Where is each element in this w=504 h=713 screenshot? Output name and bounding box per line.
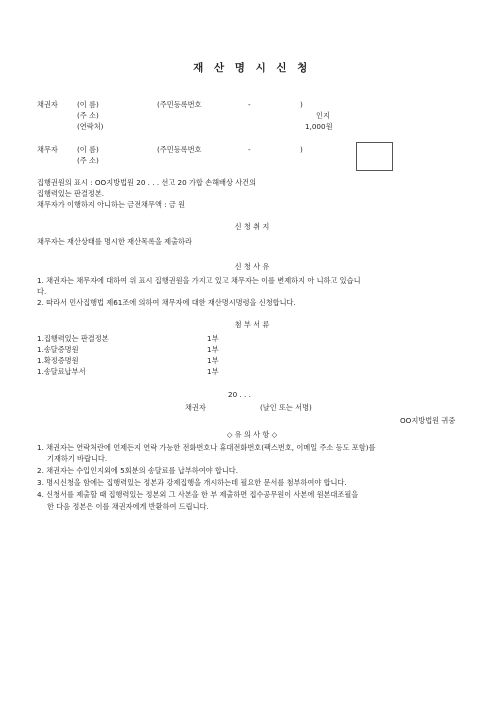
reason-heading: 신 청 사 유 — [234, 262, 270, 271]
debtor-label: 채무자 — [37, 145, 58, 154]
attachment-count: 1부 — [207, 345, 219, 354]
enforcement-line2: 집행력있는 판결정본. — [37, 189, 105, 198]
attachment-name: 1.집행력있는 판결정본 — [37, 334, 109, 343]
creditor-contact-label: (연락처) — [77, 122, 104, 131]
enforcement-line3: 채무자가 이행하지 아니하는 금전채무액 : 금 원 — [37, 200, 186, 209]
debtor-rrn-label: (주민등록번호 — [157, 145, 202, 154]
purpose-heading: 신 청 취 지 — [234, 222, 270, 231]
sign-seal-label: (날인 또는 서명) — [260, 403, 312, 412]
debtor-rrn-close: ) — [300, 145, 303, 154]
reason-line1: 1. 채권자는 채무자에 대하여 위 표시 집행권원을 가지고 있고 채무자는 이를 변제하지 아 니하고 있습니 — [37, 276, 361, 285]
debtor-rrn-dash: - — [248, 145, 251, 154]
attachments-heading: 첨 부 서 류 — [234, 320, 270, 329]
creditor-rrn-close: ) — [300, 100, 303, 109]
attachment-name: 1.송달증명원 — [37, 345, 79, 354]
debtor-name-label: (이 름) — [77, 145, 99, 154]
note-3: 3. 명시신청을 함에는 집행력있는 정본과 강제집행을 개시하는데 필요한 문서를 첨부하여야 합니다. — [37, 478, 347, 487]
document-title: 재 산 명 시 신 청 — [193, 62, 311, 74]
sign-creditor-label: 채권자 — [185, 403, 206, 412]
court-addressee: OO지방법원 귀중 — [400, 416, 456, 425]
stamp-label: 인지 — [316, 111, 330, 120]
creditor-rrn-dash: - — [248, 100, 251, 109]
purpose-text: 채무자는 재산상태를 명시한 재산목록을 제출하라 — [37, 237, 192, 246]
attachment-name: 1.확정증명원 — [37, 356, 79, 365]
attachment-count: 1부 — [207, 367, 219, 376]
attachment-count: 1부 — [207, 334, 219, 343]
creditor-label: 채권자 — [37, 100, 58, 109]
reason-line2: 2. 따라서 민사집행법 제61조에 의하여 채무자에 대한 재산명시명령을 신청합니다. — [37, 298, 296, 307]
note-4-cont: 한 다음 정본은 이를 채권자에게 반환하여 드립니다. — [47, 502, 209, 511]
creditor-rrn-label: (주민등록번호 — [157, 100, 202, 109]
note-2: 2. 채권자는 수입인지외에 5회분의 송달료를 납부하여야 합니다. — [37, 466, 239, 475]
enforcement-line1: 집행권원의 표시 : OO지방법원 20 . . . 선고 20 가합 손해배상 사건의 — [37, 178, 257, 187]
reason-line1-cont: 다. — [37, 287, 47, 296]
notes-heading: ◇ 유 의 사 항 ◇ — [226, 430, 278, 439]
sign-date: 20 . . . — [228, 390, 251, 399]
note-4: 4. 신청서를 제출할 때 집행력있는 정본외 그 사본을 한 부 제출하면 접수공무원이 사본에 원본대조필을 — [37, 490, 359, 499]
revenue-stamp-box — [356, 142, 393, 171]
attachment-count: 1부 — [207, 356, 219, 365]
attachment-name: 1.송달료납부서 — [37, 367, 86, 376]
creditor-name-label: (이 름) — [77, 100, 99, 109]
note-1-cont: 기재하기 바랍니다. — [47, 454, 108, 463]
stamp-fee: 1,000원 — [305, 122, 333, 131]
note-1: 1. 채권자는 연락처란에 언제든지 연락 가능한 전화번호나 휴대전화번호(팩스번호, 이메일 주소 등도 포함)를 — [37, 443, 376, 452]
debtor-address-label: (주 소) — [77, 156, 99, 165]
creditor-address-label: (주 소) — [77, 111, 99, 120]
